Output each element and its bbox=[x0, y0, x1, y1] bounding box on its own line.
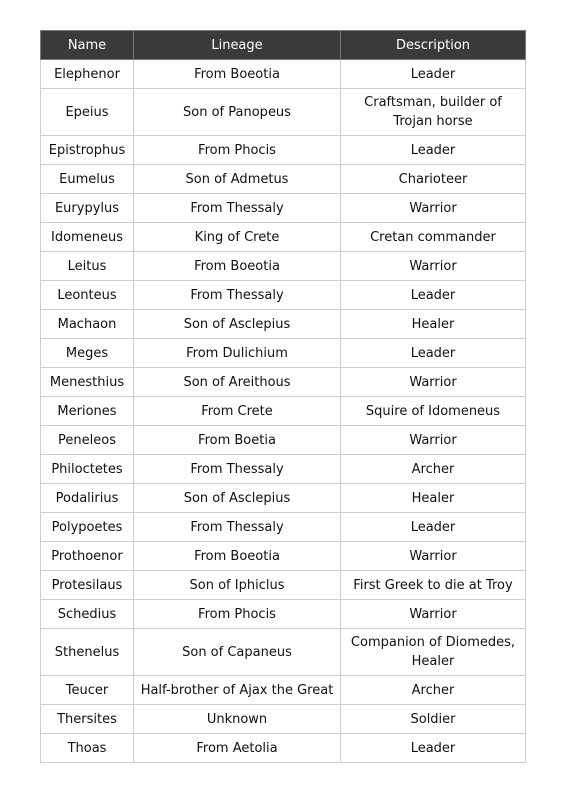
column-header-lineage: Lineage bbox=[134, 31, 341, 60]
description-cell: Craftsman, builder of Trojan horse bbox=[341, 89, 526, 136]
table-row bbox=[41, 339, 526, 368]
table-row bbox=[41, 676, 526, 705]
lineage-cell: Son of Asclepius bbox=[134, 484, 341, 513]
lineage-cell: Son of Admetus bbox=[134, 165, 341, 194]
description-cell: Warrior bbox=[341, 252, 526, 281]
lineage-cell: From Aetolia bbox=[134, 734, 341, 763]
name-cell: Meriones bbox=[41, 397, 134, 426]
column-header-name: Name bbox=[41, 31, 134, 60]
description-cell: Leader bbox=[341, 60, 526, 89]
description-cell: Warrior bbox=[341, 426, 526, 455]
description-cell: First Greek to die at Troy bbox=[341, 571, 526, 600]
name-cell: Podalirius bbox=[41, 484, 134, 513]
name-cell: Menesthius bbox=[41, 368, 134, 397]
table-row bbox=[41, 600, 526, 629]
description-cell: Healer bbox=[341, 484, 526, 513]
table-row bbox=[41, 629, 526, 676]
table-row bbox=[41, 252, 526, 281]
name-cell: Schedius bbox=[41, 600, 134, 629]
name-cell: Thersites bbox=[41, 705, 134, 734]
table-row bbox=[41, 734, 526, 763]
name-cell: Sthenelus bbox=[41, 629, 134, 676]
table-row bbox=[41, 136, 526, 165]
description-cell: Squire of Idomeneus bbox=[341, 397, 526, 426]
table-row bbox=[41, 513, 526, 542]
name-cell: Leonteus bbox=[41, 281, 134, 310]
lineage-cell: From Crete bbox=[134, 397, 341, 426]
name-cell: Eurypylus bbox=[41, 194, 134, 223]
description-cell: Warrior bbox=[341, 600, 526, 629]
lineage-cell: Son of Panopeus bbox=[134, 89, 341, 136]
lineage-cell: From Boeotia bbox=[134, 60, 341, 89]
name-cell: Meges bbox=[41, 339, 134, 368]
table-row bbox=[41, 397, 526, 426]
description-cell: Archer bbox=[341, 676, 526, 705]
lineage-cell: Son of Asclepius bbox=[134, 310, 341, 339]
description-cell: Healer bbox=[341, 310, 526, 339]
lineage-cell: King of Crete bbox=[134, 223, 341, 252]
name-cell: Prothoenor bbox=[41, 542, 134, 571]
table-row bbox=[41, 705, 526, 734]
lineage-cell: From Thessaly bbox=[134, 513, 341, 542]
lineage-cell: From Boeotia bbox=[134, 252, 341, 281]
name-cell: Polypoetes bbox=[41, 513, 134, 542]
description-cell: Companion of Diomedes, Healer bbox=[341, 629, 526, 676]
name-cell: Leitus bbox=[41, 252, 134, 281]
lineage-cell: From Thessaly bbox=[134, 281, 341, 310]
table-row bbox=[41, 89, 526, 136]
description-cell: Archer bbox=[341, 455, 526, 484]
name-cell: Machaon bbox=[41, 310, 134, 339]
table-row bbox=[41, 194, 526, 223]
name-cell: Idomeneus bbox=[41, 223, 134, 252]
table-row bbox=[41, 455, 526, 484]
lineage-cell: From Thessaly bbox=[134, 194, 341, 223]
description-cell: Leader bbox=[341, 734, 526, 763]
name-cell: Philoctetes bbox=[41, 455, 134, 484]
table-row bbox=[41, 484, 526, 513]
name-cell: Peneleos bbox=[41, 426, 134, 455]
description-cell: Leader bbox=[341, 281, 526, 310]
lineage-cell: Son of Capaneus bbox=[134, 629, 341, 676]
name-cell: Eumelus bbox=[41, 165, 134, 194]
table-row bbox=[41, 60, 526, 89]
column-header-description: Description bbox=[341, 31, 526, 60]
table-row bbox=[41, 281, 526, 310]
lineage-cell: From Phocis bbox=[134, 600, 341, 629]
table-header bbox=[41, 31, 526, 60]
table-row bbox=[41, 223, 526, 252]
description-cell: Leader bbox=[341, 339, 526, 368]
table-row bbox=[41, 426, 526, 455]
lineage-cell: From Thessaly bbox=[134, 455, 341, 484]
description-cell: Leader bbox=[341, 513, 526, 542]
name-cell: Teucer bbox=[41, 676, 134, 705]
lineage-cell: Son of Areithous bbox=[134, 368, 341, 397]
table-row bbox=[41, 165, 526, 194]
name-cell: Protesilaus bbox=[41, 571, 134, 600]
lineage-cell: From Boetia bbox=[134, 426, 341, 455]
name-cell: Epistrophus bbox=[41, 136, 134, 165]
description-cell: Warrior bbox=[341, 542, 526, 571]
lineage-cell: Half-brother of Ajax the Great bbox=[134, 676, 341, 705]
description-cell: Charioteer bbox=[341, 165, 526, 194]
name-cell: Epeius bbox=[41, 89, 134, 136]
name-cell: Elephenor bbox=[41, 60, 134, 89]
header-row bbox=[41, 31, 526, 60]
lineage-cell: From Boeotia bbox=[134, 542, 341, 571]
lineage-cell: Unknown bbox=[134, 705, 341, 734]
lineage-cell: From Phocis bbox=[134, 136, 341, 165]
description-cell: Leader bbox=[341, 136, 526, 165]
table-row bbox=[41, 310, 526, 339]
heroes-table bbox=[40, 30, 526, 763]
description-cell: Warrior bbox=[341, 194, 526, 223]
description-cell: Warrior bbox=[341, 368, 526, 397]
description-cell: Cretan commander bbox=[341, 223, 526, 252]
table-row bbox=[41, 542, 526, 571]
table-row bbox=[41, 368, 526, 397]
description-cell: Soldier bbox=[341, 705, 526, 734]
lineage-cell: Son of Iphiclus bbox=[134, 571, 341, 600]
name-cell: Thoas bbox=[41, 734, 134, 763]
table-row bbox=[41, 571, 526, 600]
lineage-cell: From Dulichium bbox=[134, 339, 341, 368]
table-body bbox=[41, 60, 526, 763]
